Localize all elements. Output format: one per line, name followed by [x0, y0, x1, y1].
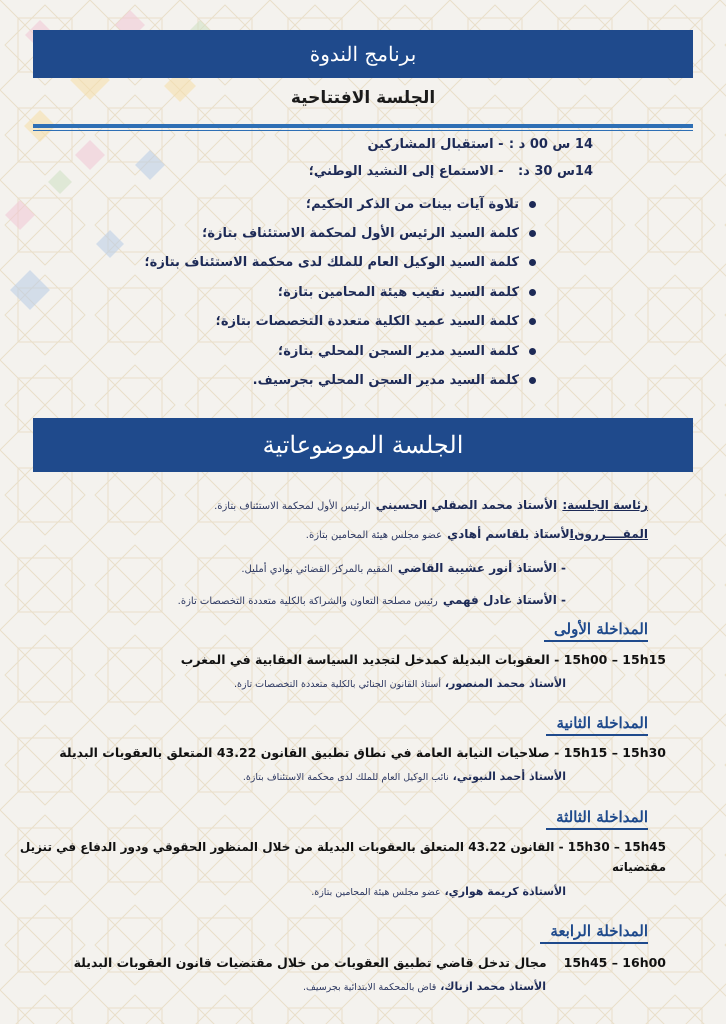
rapporteur-description: عضو مجلس هيئة المحامين بتازة.	[305, 530, 443, 541]
rapporteurs-row	[26, 589, 566, 608]
rapporteurs-row	[28, 523, 648, 542]
intervention-title: - العقوبات البديلة كمدخل لتجديد السياسة العقابية في المغرب	[180, 652, 560, 667]
schedule-row	[73, 164, 593, 179]
intervention-time: 15h45 – 16h00	[563, 955, 666, 970]
speaker-name: الأستاذ أحمد النبوتي،	[452, 770, 566, 783]
chair-label: رئاسة الجلسة:	[562, 498, 648, 512]
bullet-icon	[529, 201, 536, 208]
schedule-time: 14 س 00 د :	[508, 137, 593, 152]
list-item-text: كلمة السيد عميد الكلية متعددة التخصصات بتازة؛	[215, 314, 519, 329]
intervention-title-row	[26, 652, 666, 667]
program-title-banner	[33, 30, 693, 78]
speaker-description: عضو مجلس هيئة المحامين بتازة.	[311, 887, 441, 898]
list-item	[36, 226, 536, 241]
thematic-session-title: الجلسة الموضوعاتية	[262, 431, 464, 459]
chair-name: الأستاذ محمد الصقلي الحسيني	[375, 498, 558, 512]
list-item	[36, 197, 536, 212]
intervention-title: - القانون 43.22 المتعلق بالعقوبات البديلة من خلال المنظور الحقوقي ودور الدفاع في تنزيل	[19, 840, 564, 854]
bullet-icon	[529, 348, 536, 355]
list-item	[36, 344, 536, 359]
opening-session-title: الجلسة الافتتاحية	[290, 88, 436, 108]
rapporteurs-row	[26, 557, 566, 576]
list-item-text: كلمة السيد مدير السجن المحلي بتازة؛	[278, 344, 519, 359]
list-item	[36, 314, 536, 329]
thematic-session-banner	[33, 418, 693, 472]
list-item-text: كلمة السيد الوكيل العام للملك لدى محكمة الاستئناف بتازة؛	[144, 255, 519, 270]
intervention-heading-text: المداخلة الأولى	[554, 620, 648, 638]
intervention-speaker-row	[26, 980, 546, 993]
intervention-title-row	[6, 745, 666, 760]
speaker-description: قاض بالمحكمة الابتدائية بجرسيف.	[302, 982, 437, 993]
rapporteur-description: المقيم بالمركز القضائي بوادي أمليل.	[241, 564, 393, 575]
schedule-row	[73, 137, 593, 152]
bullet-icon	[529, 230, 536, 237]
rapporteur-name: - الأستاذ أنور عشيبة القاضي	[397, 561, 566, 575]
list-item-text: كلمة السيد الرئيس الأول لمحكمة الاستئناف بتازة؛	[202, 226, 519, 241]
divider	[33, 130, 693, 131]
list-item-text: كلمة السيد مدير السجن المحلي بجرسيف.	[252, 373, 519, 388]
schedule-text: - الاستماع إلى النشيد الوطني؛	[308, 164, 504, 179]
rapporteur-description: رئيس مصلحة التعاون والشراكة بالكلية متعددة التخصصات تازة.	[177, 596, 438, 607]
intervention-title-continued	[6, 860, 666, 874]
intervention-speaker-row	[26, 885, 566, 898]
list-item	[36, 285, 536, 300]
program-title: برنامج الندوة	[309, 42, 417, 66]
divider	[33, 124, 693, 128]
intervention-speaker-row	[26, 677, 566, 690]
rapporteurs-label: المقــــررون:	[569, 527, 648, 541]
bullet-icon	[529, 377, 536, 384]
intervention-heading	[554, 620, 648, 638]
session-chair	[28, 494, 648, 513]
list-item	[36, 373, 536, 388]
speaker-name: الأستاذ محمد المنصور،	[444, 677, 566, 690]
intervention-title-row	[6, 840, 666, 854]
list-item	[36, 255, 536, 270]
chair-description: الرئيس الأول لمحكمة الاستئناف بتازة.	[214, 501, 371, 512]
intervention-heading	[556, 714, 648, 732]
rapporteur-name: - الأستاذ بلقاسم أهادي	[447, 527, 583, 541]
intervention-time: 15h00 – 15h15	[563, 652, 666, 667]
intervention-heading	[550, 922, 648, 940]
schedule-time: 14س 30 د:	[517, 164, 593, 179]
intervention-time: 15h15 – 15h30	[563, 745, 666, 760]
speaker-name: الأستاذة كريمة هواري،	[444, 885, 566, 898]
list-item-text: تلاوة آيات بينات من الذكر الحكيم؛	[305, 197, 519, 212]
intervention-speaker-row	[26, 770, 566, 783]
intervention-title-row	[6, 955, 666, 970]
speaker-name: الأستاذ محمد ازناك،	[440, 980, 546, 993]
bullet-icon	[529, 259, 536, 266]
list-item-text: كلمة السيد نقيب هيئة المحامين بتازة؛	[277, 285, 519, 300]
rapporteur-name: - الأستاذ عادل فهمي	[442, 593, 566, 607]
intervention-heading-text: المداخلة الرابعة	[550, 922, 648, 940]
intervention-title-cont-text: مقتضياته	[612, 860, 666, 874]
intervention-time: 15h30 – 15h45	[567, 840, 666, 854]
intervention-heading-text: المداخلة الثالثة	[556, 808, 648, 826]
intervention-heading-text: المداخلة الثانية	[556, 714, 648, 732]
speaker-description: أستاذ القانون الجنائي بالكلية متعددة التخصصات تازة.	[234, 679, 441, 690]
bullet-icon	[529, 318, 536, 325]
intervention-heading	[556, 808, 648, 826]
speaker-description: نائب الوكيل العام للملك لدى محكمة الاستئناف بتازة.	[242, 772, 449, 783]
intervention-title: - صلاحيات النيابة العامة في نطاق تطبيق القانون 43.22 المتعلق بالعقوبات البديلة	[59, 745, 560, 760]
bullet-icon	[529, 289, 536, 296]
schedule-text: - استقبال المشاركين	[367, 137, 504, 152]
intervention-title: مجال تدخل قاضي تطبيق العقوبات من خلال مقتضيات قانون العقوبات البديلة	[73, 955, 547, 970]
